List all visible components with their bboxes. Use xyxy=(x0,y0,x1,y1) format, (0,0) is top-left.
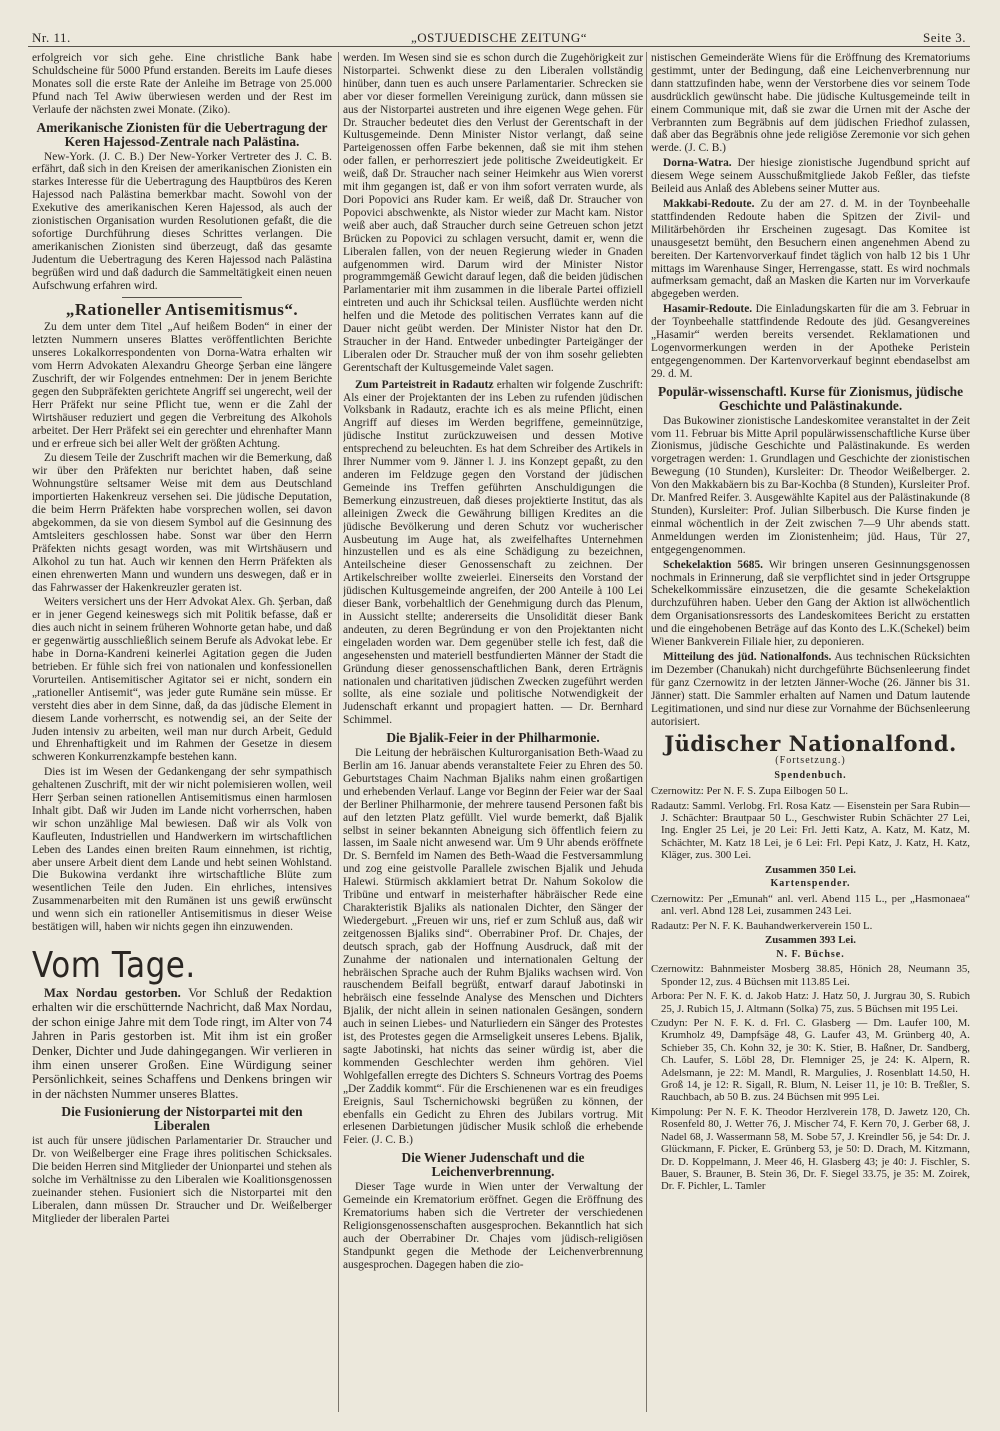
column-1 xyxy=(32,52,332,1412)
article-text: Der hiesige zionistische Jugendbund spricht auf diesem Wege seinem Ausschußmitgliede Jakob Feßler, das tiefste Beileid aus Anlaß des Ablebens seiner Mutter aus. xyxy=(651,157,970,196)
list-item: Czernowitz: Per N. F. S. Zupa Eilbogen 50 L. xyxy=(651,785,849,798)
headline: Populär-wissenschaftl. Kurse für Zionismus, jüdische Geschichte und Palästinakunde. xyxy=(657,383,964,413)
headline: Makkabi-Redoute. xyxy=(663,197,755,210)
headline: Dorna-Watra. xyxy=(663,157,732,170)
article-text: Dieser Tage wurde in Wien unter der Verwaltung der Gemeinde ein Krematorium eröffnet. Gegen die Eröffnung des Krematoriums haben sich die Vertreter der verschiedenen Religionsgenossenschaften ausgesprochen. Bekanntlich hat sich auch der Oberrabiner Dr. Chajes vom jüdisch-religiösen Standpunkt gegen die Methode der Leichenverbrennung ausgesprochen. Dagegen haben die zio- xyxy=(343,1181,643,1271)
headline: Amerikanische Zionisten für die Uebertragung der Keren Hajessod-Zentrale nach Palästina. xyxy=(36,119,328,149)
article-text: werden. Im Wesen sind sie es schon durch die Zugehörigkeit zur Nistorpartei. Schwenkt diese zu den Liberalen vollständig hinüber, dann tuen es auch unsere Parlamentarier. Schrecken sie aber vor dieser formellen Vereinigung zurück, dann müssen sie aus der Nistorpartei austreten und ihre eigenen Wege gehen. Für Dr. Straucher bedeutet dies den Verlust der Gerentschaft in der Kultusgemeinde. Denn Minister Nistor verlangt, daß seine Parteigenossen offen Farbe bekennen, daß sie mit ihm stehen oder fallen, er perhorresziert jede politische Zweideutigkeit. Er weiß, daß Dr. Straucher nach seiner Heimkehr aus Wien vorerst mit ihm gegangen ist, daß er von ihm sofort verraten wurde, als Dori Popovici ans Ruder kam. Er weiß, daß Dr. Straucher von Popovici abschwenkte, als Nistor wieder zur Macht kam. Nistor weiß aber auch, daß Straucher durch seine Getreuen schon jetzt Brücken zu Popovici zu schlagen versucht, damit er, wenn die Liberalen fallen, von der neuen Regierung wieder in Gnaden aufgenommen wird. Darum wird der Minister Nistor programmgemäß Gewicht darauf legen, daß die beiden jüdischen Parlamentarier mit ihm zusammen in die liberale Partei offiziell eintreten und auch ihr Schicksal teilen. Ausflüchte werden nicht helfen und die Metode des politischen Verrates kann auf die Dauer nicht geübt werden. Der Minister Nistor hat den Dr. Straucher in der Hand. Entweder unbedingter Parteigänger der Liberalen oder Dr. Straucher muß der von ihm sosehr geliebten Gerentschaft der Kultusgemeinde Valet sagen. xyxy=(343,52,643,374)
list-item: Czernowitz: Per „Emunah“ anl. verl. Abend 115 L., per „Hasmonaea“ anl. verl. Abnd 128 Lei, zusammen 243 Lei. xyxy=(651,892,970,918)
list-item: Kimpolung: Per N. F. K. Theodor Herzlverein 178, D. Jawetz 120, Ch. Rosenfeld 80, J. Wetter 76, J. Mischer 74, F. Kern 70, J. Gerber 68, J. Nadel 68, J. Wassermann 58, M. Sobe 57, J. Kreindler 56, je 54: Dr. J. Glückmann, F. Picker, E. Grünberg 53, je 50: D. Drach, M. Kitzmann, Dr. D. Koppelmann, J. Meer 46, H. Glasberg 43; je 40: J. Fischler, S. Bauer, S. Brauner, B. Stein 36, Dr. F. Siegel 33.75, je 35: M. Zoirek, Dr. F. Pichler, L. Tamler xyxy=(651,1105,970,1193)
article-text: Das Bukowiner zionistische Landeskomitee veranstaltet in der Zeit vom 11. Februar bis Mitte April populärwissenschaftliche Kurse über Zionismus, jüdische Geschichte und Palästinakunde. Es werden vorgetragen werden: 1. Grundlagen und Geschichte der zionistischen Bewegung (10 Stunden), Kursleiter: Dr. Theodor Weißelberger. 2. Von den Makkabäern bis zu Bar-Kochba (8 Stunden), Kursleiter Prof. Dr. Manfred Reifer. 3. Ausgewählte Kapitel aus der Palästinakunde (8 Stunden), Kursleiter: Prof. Julian Silberbusch. Die Kurse finden je einmal wöchentlich in der Zeit zwischen 7—9 Uhr abends statt. Anmeldungen werden im Zionistenheim; jüd. Haus, Tür 27, entgegengenommen. xyxy=(651,414,970,556)
article-text: nistischen Gemeinderäte Wiens für die Eröffnung des Krematoriums gestimmt, unter der Bedingung, daß eine Leichenverbrennung nur dann stattzufinden habe, wenn der Verstorbene dies vor seinem Tode ausdrücklich gewünscht habe. Die jüdische Kultusgemeinde teilt in einem Communique mit, daß sie zwar die Urnen mit der Asche der Verbrannten zum Begräbnis auf dem jüdischen Friedhof zulassen, daß aber das Begräbnis ohne jede religiöse Zeremonie vor sich gehen werde. (J. C. B.) xyxy=(651,52,970,155)
list-item: Radautz: Samml. Verlobg. Frl. Rosa Katz — Eisenstein per Sara Rubin—J. Schächter: Brautpaar 50 L., Geschwister Rubin Schächter 27 Lei, Ing. Engler 25 Lei, je 20 Lei: Frl. Jetti Katz, A. Katz, M. Katz, M. Schächter, M. Katz 18 Lei, je 6 Lei: Frl. Pepi Katz, J. Katz, H. Katz, Kläger, zus. 300 Lei. xyxy=(651,799,970,862)
section-title: Vom Tage. xyxy=(32,944,196,987)
page-number: Seite 3. xyxy=(923,30,966,45)
donation-list xyxy=(651,963,970,1192)
header-rule xyxy=(28,46,970,47)
newspaper-title: „OSTJUEDISCHE ZEITUNG“ xyxy=(410,30,587,45)
article-text: Aus technischen Rücksichten im Dezember (Chanukah) nicht durchgeführte Büchsenleerung findet für ganz Czernowitz in der letzten Jänner-Woche (26. Jänner bis 31. Jänner) statt. Die Sammler erhalten auf Namen und Datum lautende Legitimationen, und sind nur diese zur Vornahme der Büchsenleerung autorisiert. xyxy=(651,650,970,728)
list-item: Arbora: Per N. F. K. d. Jakob Hatz: J. Hatz 50, J. Jurgrau 30, S. Rubich 25, J. Rubich 15, J. Altmann (Solka) 75, zus. 5 Büchsen mit 195 Lei. xyxy=(651,990,970,1015)
list-item: Czernowitz: Bahnmeister Mosberg 38.85, Hönich 28, Neumann 35, Sponder 12, zus. 4 Büchsen mit 113.85 Lei. xyxy=(651,963,970,988)
article-text: Wir bringen unseren Gesinnungsgenossen nochmals in Erinnerung, daß sie verpflichtet sind in jeder Ortsgruppe Schekelkommissäre einzusetzen, die die gesamte Schekelaktion durchzuführen haben. Ueber den Gang der Aktion ist allwöchentlich dem Organisationsressorts des Landeskomitees Bericht zu erstatten und die eingehobenen Beträge auf das Konto des L.K.(Schekel) beim Wiener Bankverein Filiale hier, zu deponieren. xyxy=(651,558,970,649)
headline: Die Bjalik-Feier in der Philharmonie. xyxy=(386,730,600,746)
donation-list xyxy=(651,893,970,947)
subtitle: (Fortsetzung.) xyxy=(775,755,846,767)
article-text: Zu der am 27. d. M. in der Toynbeehalle stattfindenden Redoute haben die Spitzen der Zivil- und Militärbehörden ihr Erscheinen zugesagt. Das Komitee ist unausgesetzt bemüht, den Besuchern einen angenehmen Abend zu bereiten. Der Kartenvorverkauf findet täglich von halb 12 bis 1 Uhr mittags im Warenhause Singer, Herrengasse, statt. Es wird nochmals aufmerksam gemacht, daß an Masken die Karten nur im Vorverkaufe abgegeben werden. xyxy=(651,197,970,301)
headline: Hasamir-Redoute. xyxy=(663,303,753,316)
headline: Die Wiener Judenschaft und die Leichenverbrennung. xyxy=(401,1150,585,1180)
column-divider xyxy=(338,52,339,1412)
subsection-title: Kartenspender. xyxy=(770,877,851,889)
article-text: Zu diesem Teile der Zuschrift machen wir die Bemerkung, daß wir über den Präfekten nur berichtet haben, daß seine Wohnungstüre seltsamer Weise mit dem aus Deutschland importierten Hakenkreuz versehen sei. Die jüdische Deputation, die beim Herrn Präfekten habe vorsprechen wollen, sei davon abgekommen, da sie von diesem Symbol auf die Gesinnung des Amtsleiters geschlossen habe. Sonst war über den Herrn Präfekten nichts gesagt worden, was mit Wirtshäusern und Alkohol zu tun hat. Auch wir kennen den Herrn Präfekten als einen ehrenwerten Mann und wundern uns deswegen, daß er in das Fahrwasser der Hakenkreuzler geraten ist. xyxy=(32,452,332,594)
article-text: Dies ist im Wesen der Gedankengang der sehr sympathisch gehaltenen Zuschrift, mit der wir nicht polemisieren wollen, weil Herr Şerban seinen rationellen Antisemitismus einen harmlosen Inhalt gibt. Daß wir Juden im Lande nicht vorherrschen, haben wir schon unzählige Mal bewiesen. Daß wir als Volk von Kaufleuten, Industriellen und Handwerkern im wirtschaftlichen Leben des Landes einen breiten Raum einnehmen, ist richtig, aber unsere Arbeit dient dem Lande und hebt seinen Wohlstand. Die Bukowina verdankt ihre wirtschaftliche Blüte zum wesentlichen Teile den Juden. Ein ehrliches, intensives Zusammenarbeiten mit den Rumänen ist uns gewiß erwünscht und wenn sich ein rationeller Antisemitismus in dieser Weise bestätigen will, haben wir nichts gegen ihn einzuwenden. xyxy=(32,766,332,934)
headline: „Rationeller Antisemitismus“. xyxy=(65,299,299,319)
article-text: Die Leitung der hebräischen Kulturorganisation Beth-Waad zu Berlin am 16. Januar abends veranstaltete Feier zu Ehren des 50. Geburtstages Chaim Nachman Bjaliks nahm einen großartigen und erhebenden Verlauf. Lange vor Beginn der Feier war der Saal der Berliner Philharmonie, der mehrere tausend Personen faßt bis auf den letzten Platz gefüllt. Viel wurde bemerkt, daß Bjalik selbst in seiner bekannten Abneigung sich öffentlich feiern zu lassen, im Saale nicht anwesend war. Um 9 Uhr abends eröffnete Dr. S. Bernfeld im Namen des Beth-Waad die Festversammlung und zog eine geistvolle Parallele zwischen Bjalik und Jehuda Halewi. Stürmisch akklamiert betrat Dr. Nahum Sokolow die Tribüne und entwarf in meisterhafter häbräischer Rede eine Charakteristik Bjaliks als nationalen Dichter, den Sänger der Wiedergeburt. „Freuen wir uns, rief er zum Schluß aus, daß wir zeitgenossen Bjaliks sind“. Oberrabiner Prof. Dr. Chajes, der deutsch sprach, gab der Hoffnung Ausdruck, daß mit der Zunahme der nationalen und internationalen Geltung der hebräischen Sprache auch der Ruhm Bjaliks wachsen wird. Von rauschendem Beifall begrüßt, entwarf darauf Jabotinski in hebräisch eine fesselnde Analyse des Menschen und Dichters Bjalik, der nicht allein in seinen nationalen Gesängen, sondern auch in seinen Liebes- und Naturliedern ein Sänger des Protestes ist, des Protestes gegen die Armseligkeit unseres Lebens. Bjalik, sagte Jabotinski, hat nichts das seiner würdig ist, aber die kommenden Geschlechter werden ihm gehören. Viel Wohlgefallen erregte des Dichters S. Schneurs Vortrag des Poems „Der Zaddik kommt“. Für die Erschienenen war es ein freudiges Ereignis, Saul Tschernichowski begrüßen zu können, der ebenfalls ein Gedicht zu Ehren des Jubilars vortrug. Mit erlesenen Darbietungen jüdischer Musik schloß die erhebende Feier. (J. C. B.) xyxy=(343,747,643,1147)
subsection-title: Spendenbuch. xyxy=(774,770,847,782)
column-2 xyxy=(343,52,643,1412)
headline: Die Fusionierung der Nistorpartei mit den Liberalen xyxy=(61,1104,303,1134)
article-text: Die Einladungskarten für die am 3. Februar in der Toynbeehalle stattfindende Redoute des jüd. Gesangvereines „Hasamir“ werden bereits versendet. Reklamationen und Logenvormerkungen werden in der Apotheke Peristein entgegengenommen. Der Kartenvorverkauf beginnt ebendaselbst am 29. d. M. xyxy=(651,303,970,380)
headline: Schekelaktion 5685. xyxy=(663,558,764,571)
issue-number: Nr. 11. xyxy=(32,30,71,45)
article-text: erfolgreich vor sich gehe. Eine christliche Bank habe Schuldscheine für 5000 Pfund erstanden. Bereits im Laufe dieses Monates soll die erste Rate der Anleihe im Betrage von 25.000 Pfund nach Tel Awiw überwiesen werden und der Rest im Verlaufe der nächsten zwei Monate. (Ziko). xyxy=(32,52,332,116)
section-title: Jüdischer Nationalfond. xyxy=(664,731,957,757)
article-text: ist auch für unsere jüdischen Parlamentarier Dr. Straucher und Dr. von Weißelberger eine Frage ihres politischen Schicksales. Die beiden Herren sind Mitglieder der Unionpartei und stehen als solche im Verhältnisse zu den Liberalen wie Koalitionsgenossen zueinander stehen. Fusioniert sich die Nistorpartei mit den Liberalen, dann müssen Dr. Straucher und Dr. Weißelberger Mitglieder der liberalen Partei xyxy=(32,1135,332,1225)
article-text: Vor Schluß der Redaktion erhalten wir die erschütternde Nachricht, daß Max Nordau, der schon einige Jahre mit dem Tode ringt, im Alter von 74 Jahren in Paris gestorben ist. Mit ihm ist ein großer Denker, Dichter und Jude dahingegangen. Wir verlieren in ihm einen unserer Großen. Eine Würdigung seiner Persönlichkeit, seines Schaffens und Denkens bringen wir in der nächsten Nummer unseres Blattes. xyxy=(32,986,332,1101)
headline: Mitteilung des jüd. Nationalfonds. xyxy=(663,650,832,663)
list-total: Zusammen 350 Lei. xyxy=(765,863,856,876)
page-header xyxy=(26,26,972,48)
article-text: Zu dem unter dem Titel „Auf heißem Boden“ in einer der letzten Nummern unseres Blattes veröffentlichten Berichte unseres Lokalkorrespondenten von Dorna-Watra erhalten wir vom Herrn Advokaten Alexandru Gheorge Şerban eine längere Zuschrift, der wir Folgendes entnehmen: Der in jenem Berichte gegen den Subpräfekten gerichtete Angriff sei ungerecht, weil der Herr Präfekt nur seine Pflicht tue, wenn er die Zahl der Wirtshäuser reduziert und gegen die Verbreitung des Alkohols arbeitet. Der Herr Präfekt sei ein gerechter und ehrenhafter Mann und er erfreue sich bei aller Welt der größten Achtung. xyxy=(32,321,332,450)
article-text: erhalten wir folgende Zuschrift: Als einer der Projektanten der ins Leben zu rufenden jüdischen Volksbank in Radautz, erachte ich es als meine Pflicht, einen Angriff auf dieses im Werden begriffene, gemeinnützige, jüdische Institut zurückzuweisen und dessen Motive entsprechend zu beleuchten. Es hat dem Schreiber des Artikels in Ihrer Nummer vom 9. Jänner l. J. ins Konzept gepaßt, zu den anderen im Feldzuge gegen den Vorstand der jüdischen Gemeinde ins Treffen geführten Anschuldigungen die Bemerkung einzustreuen, daß dieses projektierte Institut, das als alleinigen Zweck die Gewährung billigen Kredites an die jüdische Bevölkerung und deren Schutz vor wucherischer Ausbeutung im Auge hat, als zweifelhaftes Unternehmen hinzustellen und es als eine Schädigung zu bezeichnen, Anteilscheine dieser Genossenschaft zu zeichnen. Der Artikelschreiber wollte zweierlei. Einerseits den Vorstand der jüdischen Kultusgemeinde angreifen, der 200 Anteile à 100 Lei dieser Bank, vorbehaltlich der Genehmigung durch das Plenum, in Aussicht stellte; andererseits die Unsolidität dieser Bank andeuten, zu deren Begründung er von den Projektanten nicht eingeladen worden war. Dem gegenüber stelle ich fest, daß die angesehensten und materiell bestfundierten Männer der Stadt die Gründung dieser genossenschaftlichen Bank, deren Erträgnis nationalen und charitativen jüdischen Zwecken zugeführt werden sollte, als eine soziale und politische Notwendigkeit der Judenschaft erkannt und propagiert hatten. — Dr. Bernhard Schimmel. xyxy=(343,378,643,727)
list-item: Czudyn: Per N. F. K. d. Frl. C. Glasberg — Dm. Laufer 100, M. Krumholz 49, Dampfsäge 48, G. Laufer 43, M. Grünberg 40, A. Schieber 35, Ch. Kohn 32, je 30: K. Stier, B. Haßner, Dr. Sandberg, Ch. Laufer, S. Löbl 28, Dr. Flemniger 25, je 24: K. Alpern, R. Adelsmann, je 22: M. Mandl, R. Margulies, J. Rosenblatt 14.50, H. Groß 14, je 12: R. Sigall, R. Blum, N. Leiser 11, je 10: B. Treßler, S. Rauchbach, ab 50 B. zus. 24 Büchsen mit 995 Lei. xyxy=(651,1017,970,1104)
headline: Zum Parteistreit in Radautz xyxy=(355,378,494,391)
separator xyxy=(122,297,242,298)
donation-list xyxy=(651,785,970,876)
column-divider xyxy=(646,52,647,1412)
headline: Max Nordau gestorben. xyxy=(44,986,181,1000)
subsection-title: N. F. Büchse. xyxy=(776,948,845,960)
list-total: Zusammen 393 Lei. xyxy=(765,934,856,947)
article-text: New-York. (J. C. B.) Der New-Yorker Vertreter des J. C. B. erfährt, daß sich in den Kreisen der amerikanischen Zionisten ein starkes Interesse für die Uebertragung des Hauptbüros des Keren Hajessod nach Palästina bemerkbar macht. Sowohl von der Exekutive des amerikanischen Keren Hajessod, als auch der zionistischen Organisation wurden Resolutionen gefaßt, die die sofortige Durchführung dieses Schrittes verlangen. Die amerikanischen Zionisten sind überzeugt, daß das gesamte Judentum die Uebertragung des Keren Hajessod nach Palästina begrüßen wird und daß dadurch die Sammeltätigkeit einen neuen Aufschwung erfahren wird. xyxy=(32,150,332,292)
column-3 xyxy=(651,52,970,1412)
list-item: Radautz: Per N. F. K. Bauhandwerkerverein 150 L. xyxy=(651,919,873,932)
article-text: Weiters versichert uns der Herr Advokat Alex. Gh. Şerban, daß er in jener Gegend keineswegs sich mit Politik befasse, daß er dies auch nicht in seinem früheren Wohnorte getan habe, und daß er gegenwärtig ausschließlich seinem Berufe als Advokat lebe. Er habe in Dorna-Kandreni keinerlei Agitation gegen die Juden betrieben. Er fühle sich frei von nationalen und konfessionellen Vorurteilen. Antisemitischer Agitator sei er nicht, sondern ein „rationeller Antisemit“, was jeder gute Rumäne sein müsse. Er versteht dies aber in dem Sinne, daß, da das jüdische Element in diesem Lande vorherrscht, es notwendig sei, an der Seite der Juden intensiv zu arbeiten, weil man nur durch Arbeit, Geduld und Ehrenhaftigkeit und im Rahmen der Gesetze in diesem schweren Konkurrenzkampfe bestehen kann. xyxy=(32,596,332,764)
